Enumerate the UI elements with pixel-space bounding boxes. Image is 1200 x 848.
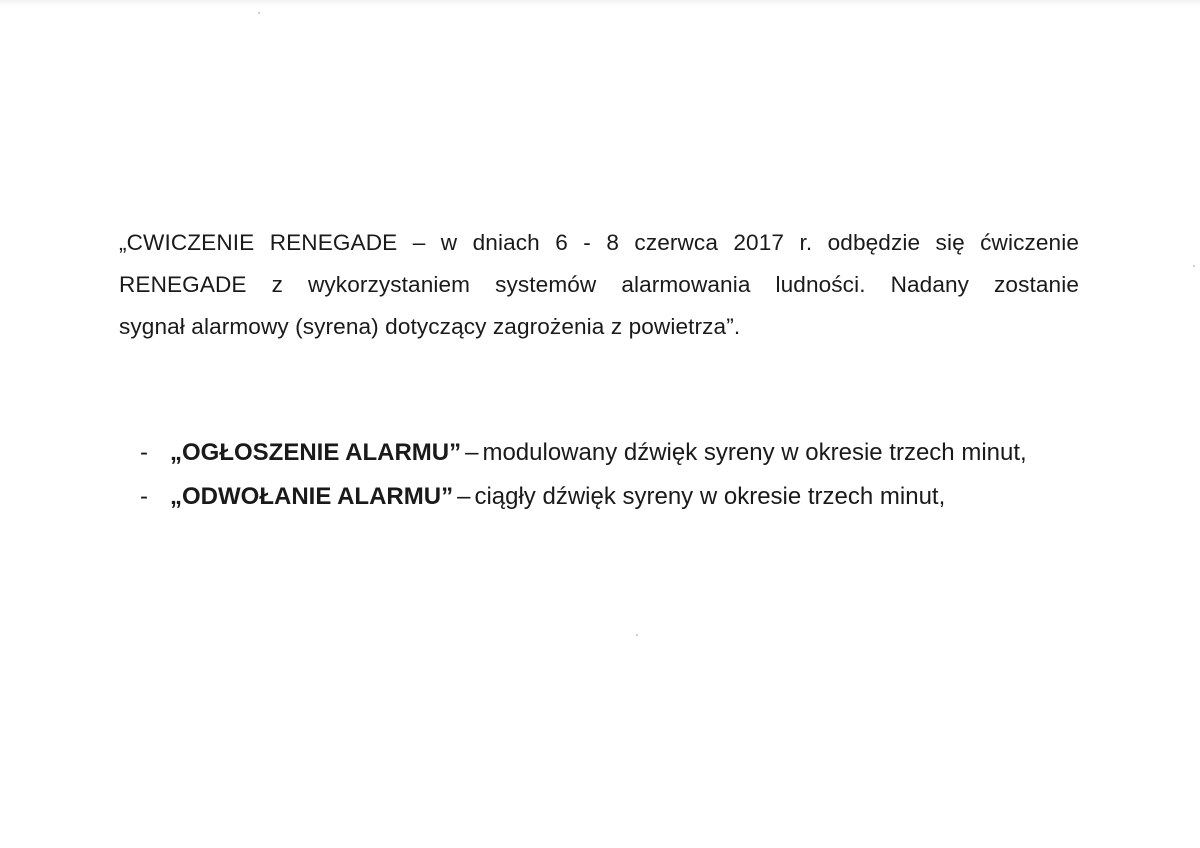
paragraph-line: RENEGADE z wykorzystaniem systemów alarmowania ludności. Nadany zostanie [119, 272, 1079, 297]
alarm-signal-list [140, 431, 1027, 519]
scan-speck [636, 634, 638, 636]
alarm-item-cancellation [140, 475, 1027, 519]
alarm-separator: – [465, 439, 479, 466]
scan-speck [1193, 265, 1195, 267]
alarm-item-announcement [140, 431, 1027, 475]
alarm-name: „ODWOŁANIE ALARMU” [170, 483, 454, 510]
announcement-paragraph [119, 222, 1079, 348]
list-dash: - [140, 483, 148, 510]
scan-top-edge [0, 0, 1200, 6]
alarm-description: modulowany dźwięk syreny w okresie trzech minut, [482, 439, 1027, 466]
scan-speck [258, 12, 260, 14]
alarm-name: „OGŁOSZENIE ALARMU” [170, 439, 462, 466]
alarm-description: ciągły dźwięk syreny w okresie trzech minut, [474, 483, 946, 510]
paragraph-line: sygnał alarmowy (syrena) dotyczący zagrożenia z powietrza”. [119, 314, 741, 339]
list-dash: - [140, 439, 148, 466]
alarm-separator: – [457, 483, 471, 510]
paragraph-line: „CWICZENIE RENEGADE – w dniach 6 - 8 czerwca 2017 r. odbędzie się ćwiczenie [119, 230, 1079, 255]
